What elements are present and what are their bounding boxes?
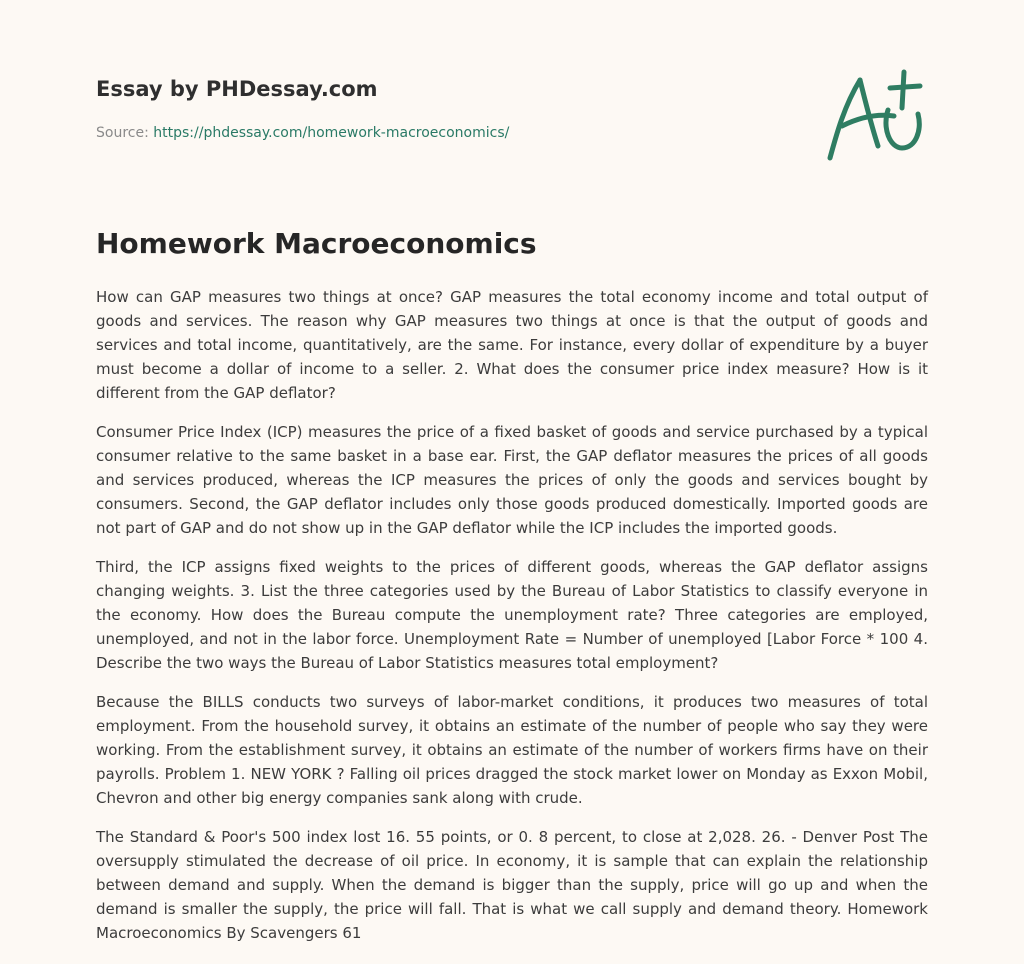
a-plus-logo-icon [822, 66, 932, 166]
source-link[interactable]: https://phdessay.com/homework-macroeconomics/ [153, 125, 510, 141]
article-title: Homework Macroeconomics [96, 227, 537, 260]
paragraph: Consumer Price Index (ICP) measures the price of a fixed basket of goods and service purchased by a typical consumer relative to the same basket in a base ear. First, the GAP deflator measures the prices of all goods and services produced, whereas the ICP measures the prices of only the goods and services bought by consumers. Second, the GAP deflator includes only those goods produced domestically. Imported goods are not part of GAP and do not show up in the GAP deflator while the ICP includes the imported goods. [96, 423, 928, 537]
source-line [96, 123, 509, 143]
paragraph: Third, the ICP assigns fixed weights to the prices of different goods, whereas the GAP deflator assigns changing weights. 3. List the three categories used by the Bureau of Labor Statistics to classify everyone in the economy. How does the Bureau compute the unemployment rate? Three categories are employed, unemployed, and not in the labor force. Unemployment Rate = Number of unemployed [Labor Force * 100 4. Describe the two ways the Bureau of Labor Statistics measures total employment? [96, 558, 928, 672]
paragraph: The Standard & Poor's 500 index lost 16. 55 points, or 0. 8 percent, to close at 2,028. 26. - Denver Post The oversupply stimulated the decrease of oil price. In economy, it is sample that can explain the relationship between demand and supply. When the demand is bigger than the supply, price will go up and when the demand is smaller the supply, the price will fall. That is what we call supply and demand theory. Homework Macroeconomics By Scavengers 61 [96, 828, 928, 942]
source-label: Source: [96, 125, 154, 141]
page-header [96, 74, 509, 143]
paragraph: How can GAP measures two things at once? GAP measures the total economy income and total output of goods and services. The reason why GAP measures two things at once is that the output of goods and services and total income, quantitatively, are the same. For instance, every dollar of expenditure by a buyer must become a dollar of income to a seller. 2. What does the consumer price index measure? How is it different from the GAP deflator? [96, 288, 928, 402]
site-brand: Essay by PHDessay.com [96, 77, 378, 101]
article-body [96, 285, 928, 960]
paragraph: Because the BILLS conducts two surveys of labor-market conditions, it produces two measures of total employment. From the household survey, it obtains an estimate of the number of people who say they were working. From the establishment survey, it obtains an estimate of the number of workers firms have on their payrolls. Problem 1. NEW YORK ? Falling oil prices dragged the stock market lower on Monday as Exxon Mobil, Chevron and other big energy companies sank along with crude. [96, 693, 928, 807]
